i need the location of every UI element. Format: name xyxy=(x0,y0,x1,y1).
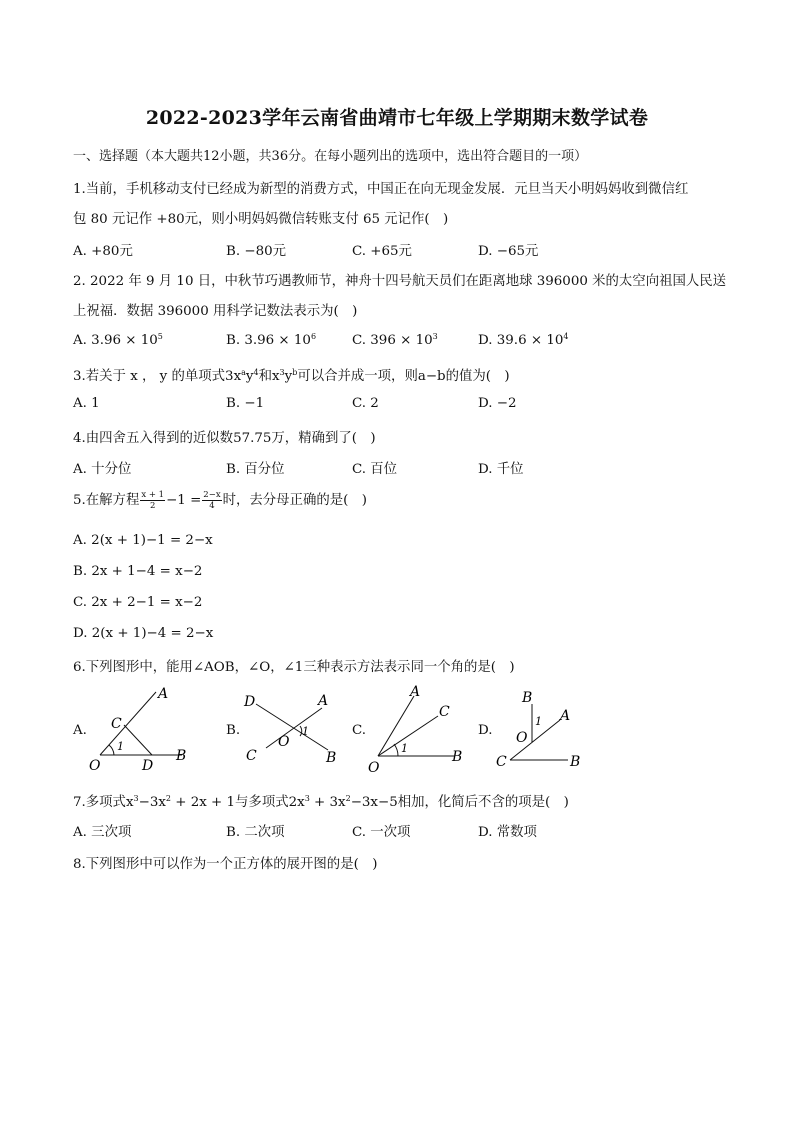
q6b-label-d: D xyxy=(244,694,256,710)
q6a-label-d: D xyxy=(142,758,154,774)
q6d-label-a: A xyxy=(560,708,571,724)
q5-stem: 5.在解方程 $\frac{x + 1}{2}$ −1 = $\frac{2-x}{4}$ 时，去分母正确的是( ) xyxy=(73,490,367,511)
page-title: 2022-2023学年云南省曲靖市七年级上学期期末数学试卷 xyxy=(145,107,649,129)
q6d-label-c: C xyxy=(496,754,507,770)
q6b-label-1: 1 xyxy=(302,725,309,738)
q6d-label-o: O xyxy=(516,730,528,746)
q6c-label-c: C xyxy=(439,704,450,720)
q1-option-a[interactable]: A. +80元 xyxy=(73,244,133,259)
q6-figure-d xyxy=(492,686,592,772)
q1-line1: 1.当前，手机移动支付已经成为新型的消费方式，中国正在向无现金发展．元旦当天小明妈妈收到微信红 xyxy=(73,182,689,197)
q3-option-c[interactable]: C. 2 xyxy=(352,396,379,411)
q8-stem: 8.下列图形中可以作为一个正方体的展开图的是( ) xyxy=(73,857,378,872)
q7-option-a[interactable]: A. 三次项 xyxy=(73,825,132,840)
q5-option-a[interactable]: A. 2(x + 1)−1 = 2−x xyxy=(73,533,213,548)
q6c-label-1: 1 xyxy=(401,742,408,755)
q2-option-a[interactable]: A. $3.96 \times 10^5$ xyxy=(73,332,163,348)
q6a-label-c: C xyxy=(111,716,122,732)
q4-option-b[interactable]: B. 百分位 xyxy=(226,462,285,477)
q6-option-d[interactable]: D. xyxy=(478,723,493,738)
q6b-label-a: A xyxy=(318,693,329,709)
q4-option-c[interactable]: C. 百位 xyxy=(352,462,398,477)
q6a-label-a: A xyxy=(158,686,169,702)
q1-option-b[interactable]: B. −80元 xyxy=(226,244,287,259)
q6b-label-o: O xyxy=(278,734,290,750)
q6a-label-1: 1 xyxy=(117,740,124,753)
q1-option-d[interactable]: D. −65元 xyxy=(478,244,539,259)
q6d-label-b-top: B xyxy=(522,690,533,706)
q6a-label-o: O xyxy=(89,758,101,774)
q6d-label-b: B xyxy=(570,754,581,770)
q2-option-c[interactable]: C. $396 \times 10^3$ xyxy=(352,332,438,348)
q6-stem: 6.下列图形中，能用∠AOB，∠O，∠1三种表示方法表示同一个角的是( ) xyxy=(73,660,515,675)
q3-option-d[interactable]: D. −2 xyxy=(478,396,517,411)
q2-line2: 上祝福．数据 396000 用科学记数法表示为( ) xyxy=(73,304,358,319)
q2-line1: 2. 2022 年 9 月 10 日，中秋节巧遇教师节，神舟十四号航天员们在距离地球 396000 米的太空向祖国人民送 xyxy=(73,274,727,289)
q5-option-d[interactable]: D. 2(x + 1)−4 = 2−x xyxy=(73,626,214,641)
q4-option-d[interactable]: D. 千位 xyxy=(478,462,524,477)
q6-figure-b xyxy=(238,688,348,768)
section-heading: 一、选择题（本大题共12小题，共36分。在每小题列出的选项中，选出符合题目的一项） xyxy=(73,149,588,164)
q6a-label-b: B xyxy=(176,748,187,764)
q4-stem: 4.由四舍五入得到的近似数57.75万，精确到了( ) xyxy=(73,431,376,446)
q6-option-b[interactable]: B. xyxy=(226,723,241,738)
q3-option-a[interactable]: A. 1 xyxy=(73,396,100,411)
q6c-label-o: O xyxy=(368,760,380,776)
q7-option-d[interactable]: D. 常数项 xyxy=(478,825,537,840)
q7-option-c[interactable]: C. 一次项 xyxy=(352,825,411,840)
q3-option-b[interactable]: B. −1 xyxy=(226,396,265,411)
q2-option-b[interactable]: B. $3.96 \times 10^6$ xyxy=(226,332,317,348)
q5-option-b[interactable]: B. 2x + 1−4 = x−2 xyxy=(73,564,203,579)
q6b-label-c: C xyxy=(246,748,257,764)
q3-stem: 3.若关于 x ， y 的单项式$3x^ay^4$和$x^3y^b$可以合并成一项，则a−b的值为( ) xyxy=(73,368,510,384)
q1-option-c[interactable]: C. +65元 xyxy=(352,244,412,259)
q7-option-b[interactable]: B. 二次项 xyxy=(226,825,285,840)
q5-option-c[interactable]: C. 2x + 2−1 = x−2 xyxy=(73,595,203,610)
q7-stem: 7.多项式$x^3-3x^2 + 2x + 1$与多项式$2x^3 + 3x^2-3x-5$相加，化简后不含的项是( ) xyxy=(73,794,569,810)
q5-fraction-2: $\frac{2-x}{4}$ xyxy=(203,490,221,511)
q6c-label-a: A xyxy=(410,684,421,700)
q6c-label-b: B xyxy=(452,749,463,765)
q4-option-a[interactable]: A. 十分位 xyxy=(73,462,132,477)
q6-option-a[interactable]: A. xyxy=(73,723,87,738)
q6-option-c[interactable]: C. xyxy=(352,723,367,738)
q5-fraction-1: $\frac{x + 1}{2}$ xyxy=(141,490,165,511)
q6b-label-b: B xyxy=(326,750,337,766)
q2-option-d[interactable]: D. $39.6 \times 10^4$ xyxy=(478,332,569,348)
q1-line2: 包 80 元记作 +80元，则小明妈妈微信转账支付 65 元记作( ) xyxy=(73,212,449,227)
q6d-label-1: 1 xyxy=(535,715,542,728)
q6-figure-a xyxy=(86,682,196,774)
q6-figure-c xyxy=(364,682,474,776)
